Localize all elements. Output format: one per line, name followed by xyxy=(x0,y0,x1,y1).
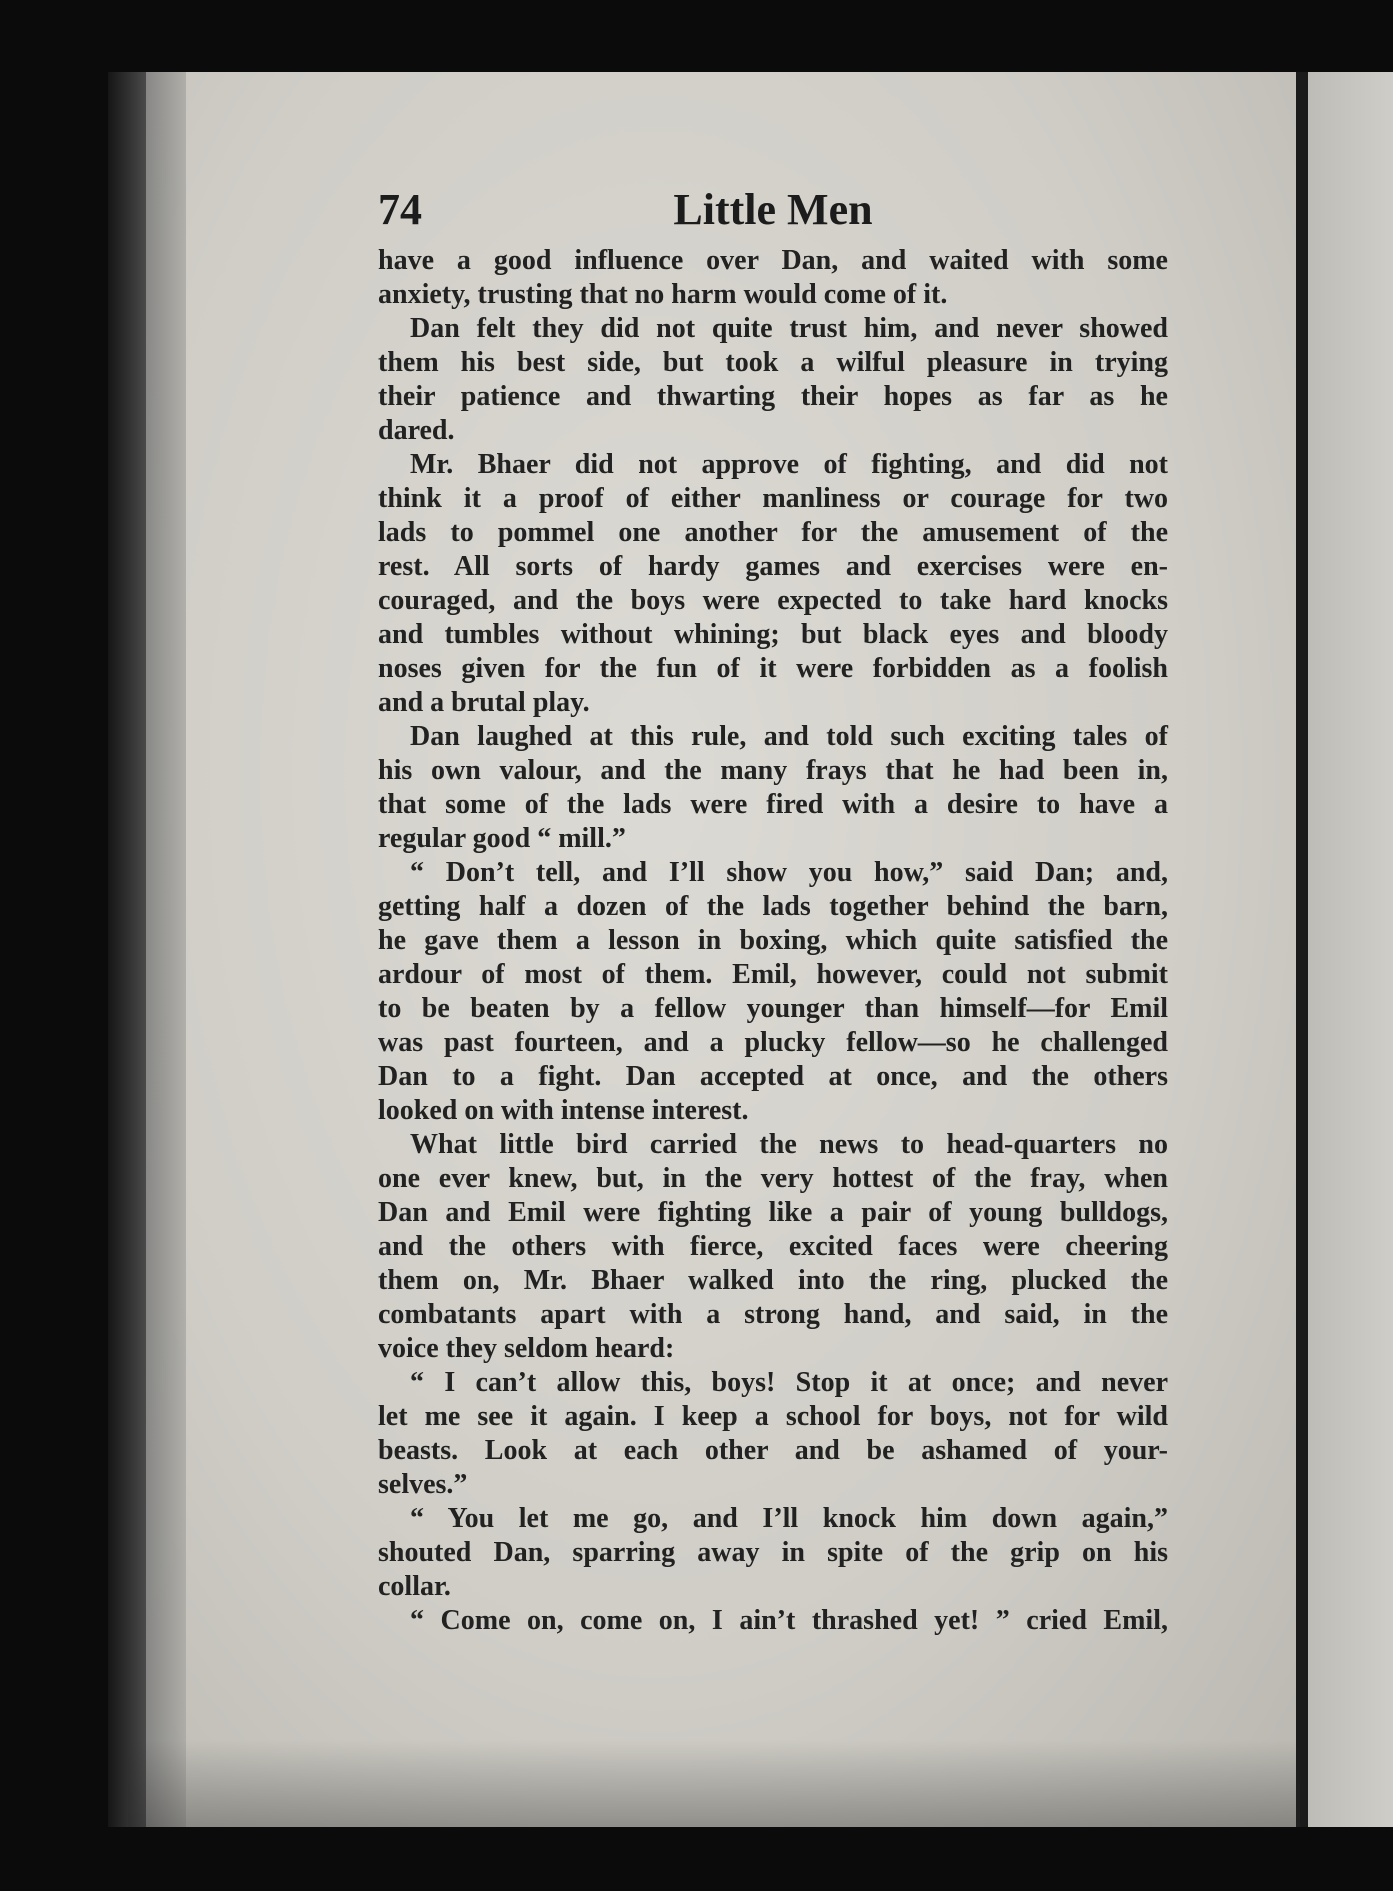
text-line: selves.” xyxy=(378,1469,468,1500)
adjacent-page xyxy=(1308,72,1393,1827)
text-line: collar. xyxy=(378,1571,451,1602)
text-line: to be beaten by a fellow younger than himself—for Emil xyxy=(378,993,1168,1024)
text-line: ardour of most of them. Emil, however, could not submit xyxy=(378,959,1168,990)
text-line: What little bird carried the news to head-quarters no xyxy=(410,1129,1168,1160)
page-gutter xyxy=(146,72,186,1827)
text-line: and the others with fierce, excited faces were cheering xyxy=(378,1231,1168,1262)
text-line: was past fourteen, and a plucky fellow—so he challenged xyxy=(378,1027,1168,1058)
text-line: them his best side, but took a wilful pleasure in trying xyxy=(378,347,1168,378)
page-number: 74 xyxy=(378,185,422,234)
text-line: that some of the lads were fired with a desire to have a xyxy=(378,789,1168,820)
text-line: let me see it again. I keep a school for boys, not for wild xyxy=(378,1401,1168,1432)
text-line: couraged, and the boys were expected to take hard knocks xyxy=(378,585,1168,616)
text-line: Dan laughed at this rule, and told such exciting tales of xyxy=(410,721,1168,752)
text-line: looked on with intense interest. xyxy=(378,1095,749,1126)
text-line: voice they seldom heard: xyxy=(378,1333,675,1364)
text-line: have a good influence over Dan, and waited with some xyxy=(378,245,1168,276)
text-line: and a brutal play. xyxy=(378,687,590,718)
page-shadow xyxy=(128,1740,1300,1827)
text-line: “ You let me go, and I’ll knock him down again,” xyxy=(410,1503,1168,1534)
text-line: their patience and thwarting their hopes as far as he xyxy=(378,381,1168,412)
text-line: one ever knew, but, in the very hottest of the fray, when xyxy=(378,1163,1168,1194)
page-edge xyxy=(1296,72,1308,1827)
text-line: noses given for the fun of it were forbidden as a foolish xyxy=(378,653,1168,684)
text-line: “ Come on, come on, I ain’t thrashed yet! ” cried Emil, xyxy=(410,1605,1168,1636)
text-line: Dan felt they did not quite trust him, and never showed xyxy=(410,313,1168,344)
text-line: rest. All sorts of hardy games and exercises were en- xyxy=(378,551,1168,582)
text-line: getting half a dozen of the lads together behind the barn, xyxy=(378,891,1168,922)
text-line: beasts. Look at each other and be ashamed of your- xyxy=(378,1435,1168,1466)
text-line: combatants apart with a strong hand, and said, in the xyxy=(378,1299,1168,1330)
text-line: lads to pommel one another for the amusement of the xyxy=(378,517,1168,548)
book-spine xyxy=(108,72,146,1827)
text-line: dared. xyxy=(378,415,455,446)
text-line: shouted Dan, sparring away in spite of the grip on his xyxy=(378,1537,1168,1568)
text-line: Mr. Bhaer did not approve of fighting, and did not xyxy=(410,449,1168,480)
text-line: them on, Mr. Bhaer walked into the ring, plucked the xyxy=(378,1265,1168,1296)
text-line: regular good “ mill.” xyxy=(378,823,626,854)
text-line: think it a proof of either manliness or courage for two xyxy=(378,483,1168,514)
running-head: Little Men xyxy=(673,185,873,234)
text-line: Dan to a fight. Dan accepted at once, and the others xyxy=(378,1061,1168,1092)
text-line: anxiety, trusting that no harm would come of it. xyxy=(378,279,948,310)
text-line: Dan and Emil were fighting like a pair of young bulldogs, xyxy=(378,1197,1168,1228)
text-line: and tumbles without whining; but black eyes and bloody xyxy=(378,619,1168,650)
text-line: his own valour, and the many frays that he had been in, xyxy=(378,755,1168,786)
text-line: “ Don’t tell, and I’ll show you how,” said Dan; and, xyxy=(410,857,1168,888)
page-header xyxy=(378,180,1168,240)
text-line: he gave them a lesson in boxing, which quite satisfied the xyxy=(378,925,1168,956)
text-line: “ I can’t allow this, boys! Stop it at once; and never xyxy=(410,1367,1168,1398)
body-text xyxy=(378,244,1168,1638)
